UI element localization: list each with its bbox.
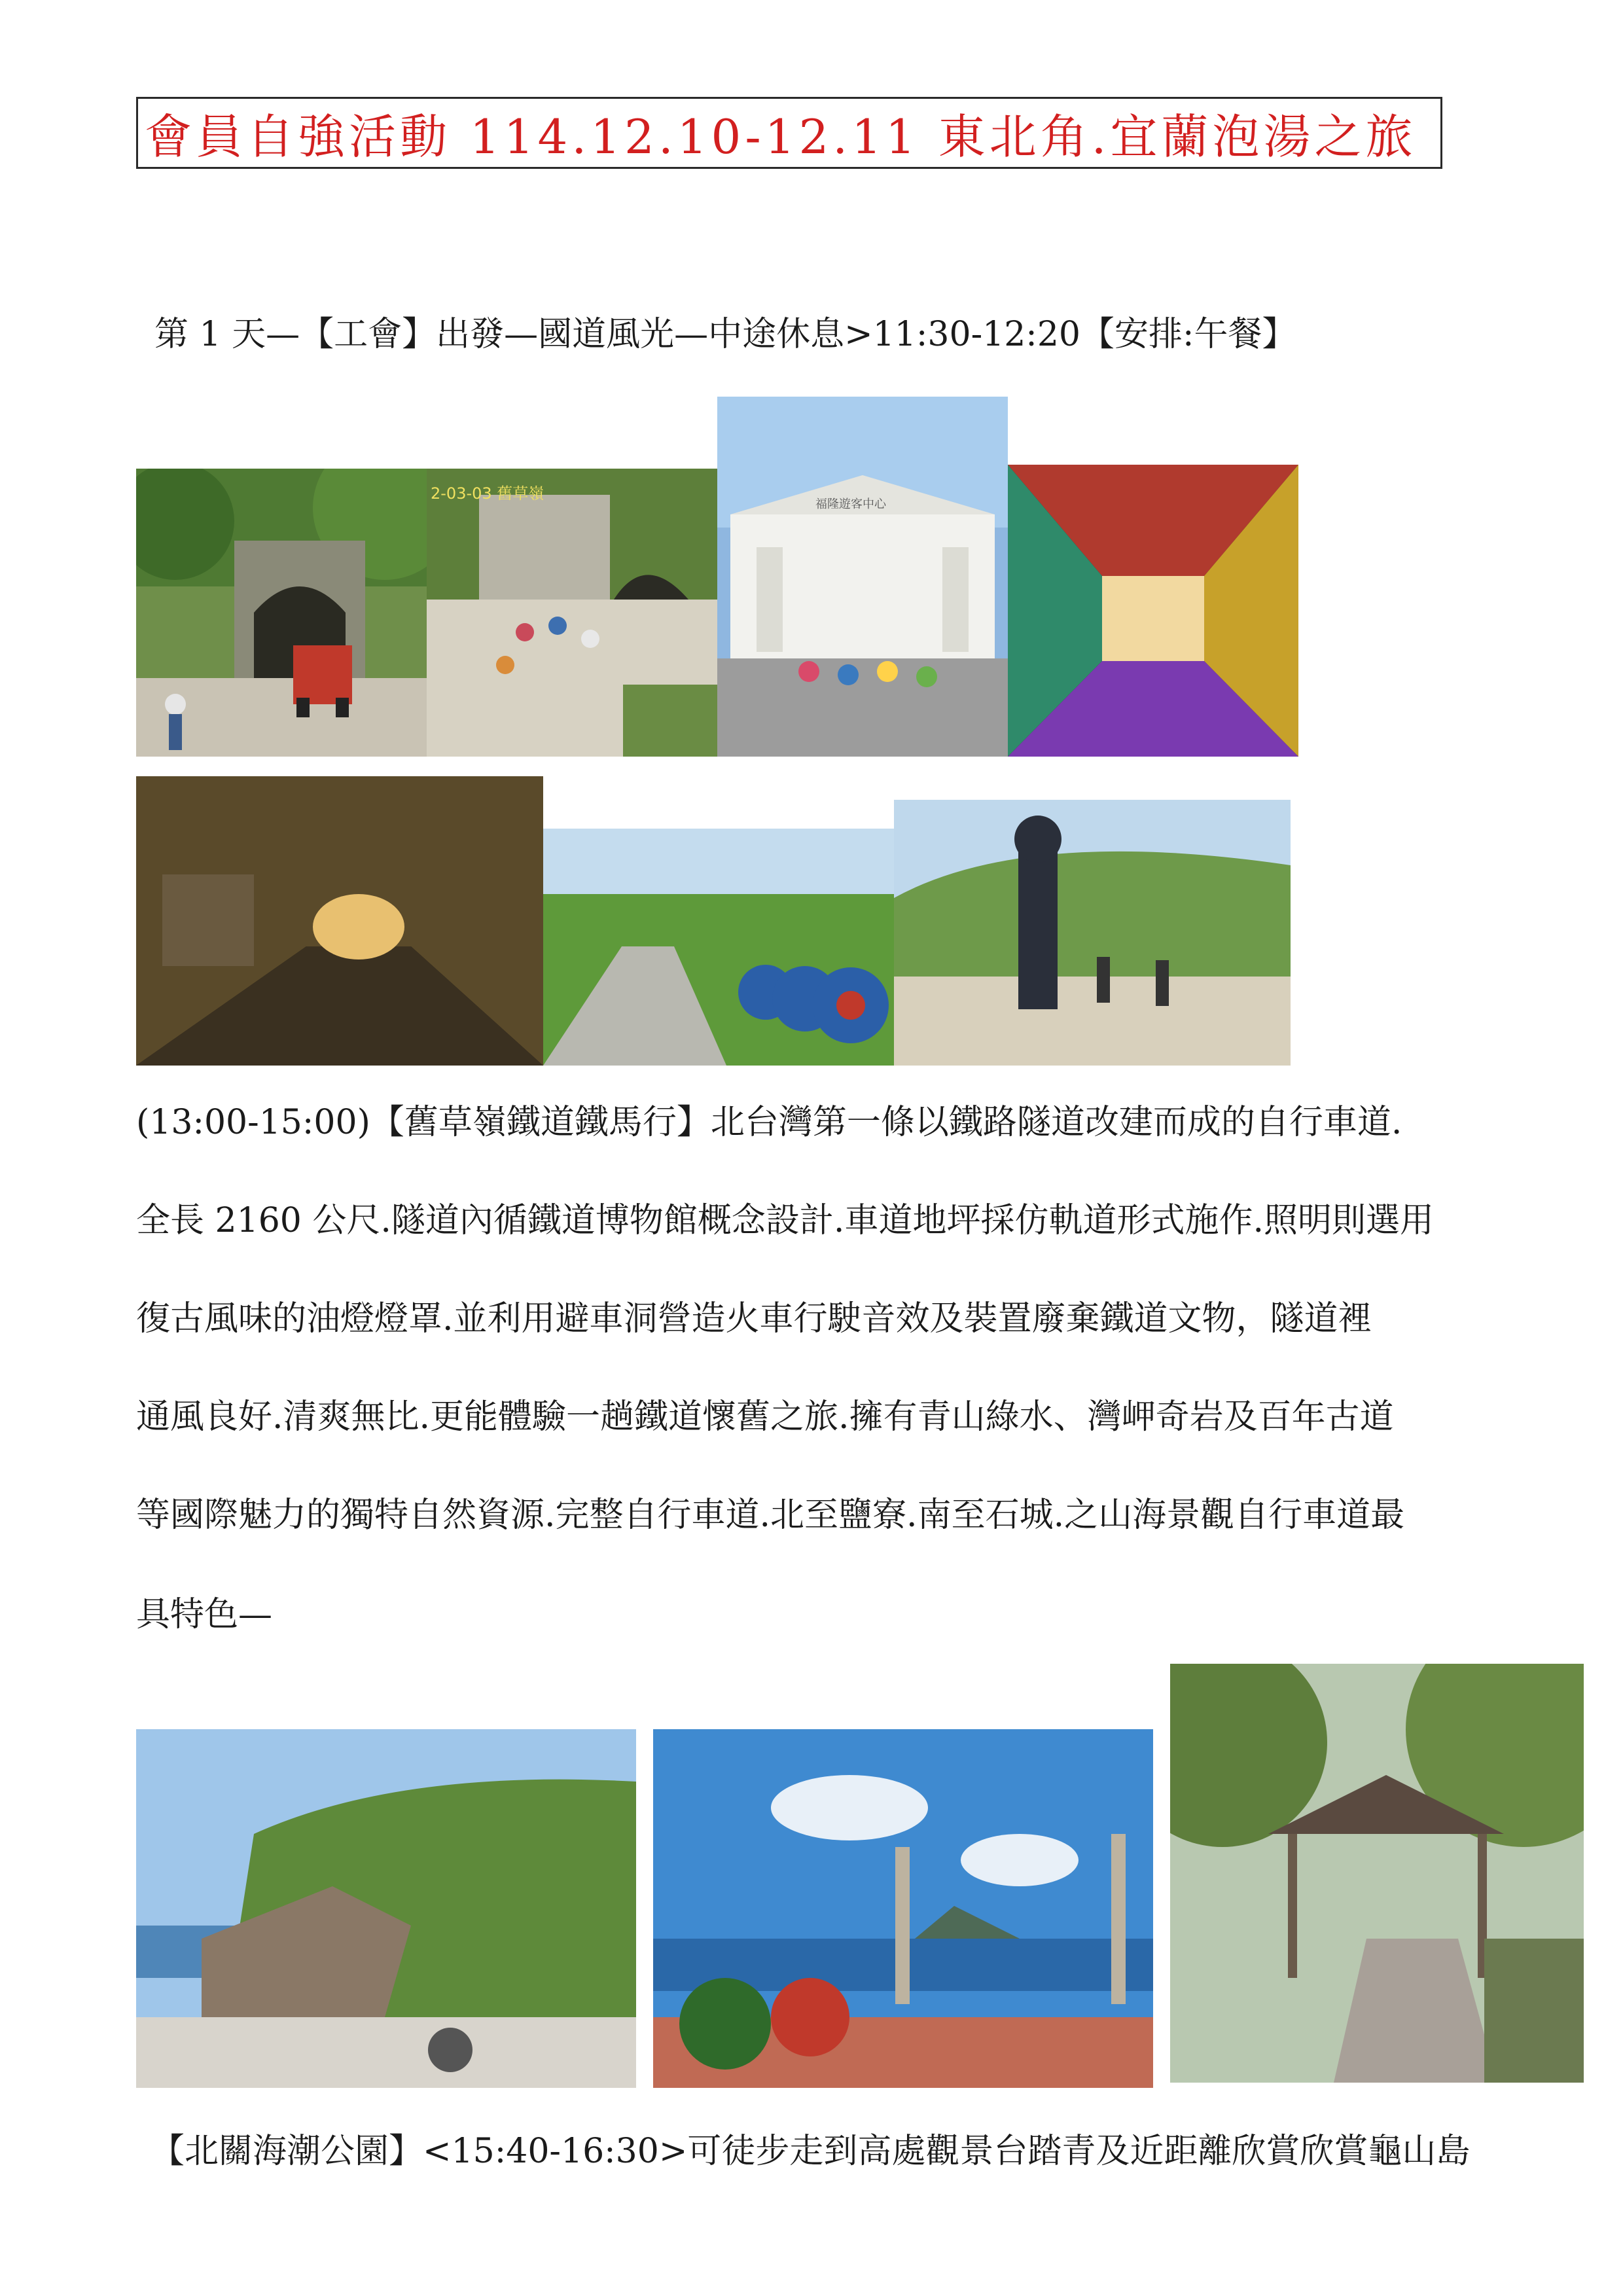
photo-colorful-tunnel: [1008, 465, 1298, 757]
paragraph-line: 等國際魅力的獨特自然資源.完整自行車道.北至鹽寮.南至石城.之山海景觀自行車道最: [136, 1496, 1405, 1535]
title-box: [136, 97, 1442, 169]
photo-guishan-island: [653, 1729, 1153, 2088]
photo-statue-park: [894, 800, 1291, 1066]
photo-tunnel-interior: [136, 776, 543, 1066]
paragraph-line: 復古風味的油燈燈罩.並利用避車洞營造火車行駛音效及裝置廢棄鐵道文物，隧道裡: [136, 1299, 1372, 1338]
photo-sign-text: 2-03-03 舊草嶺: [431, 484, 544, 503]
photo-tunnel-entrance: [136, 469, 427, 757]
paragraph-line: 全長 2160 公尺.隧道內循鐵道博物館概念設計.車道地坪採仿軌道形式施作.照明則選用: [136, 1201, 1434, 1240]
photo-pavilion-stairs: [1170, 1664, 1584, 2083]
station-sign-text: 福隆遊客中心: [815, 497, 886, 511]
photo-railway-path: [543, 829, 894, 1066]
page-title: 會員自強活動 114.12.10-12.11 東北角.宜蘭泡湯之旅: [145, 109, 1417, 164]
photo-visitor-center: [717, 397, 1008, 757]
paragraph-line: (13:00-15:00)【舊草嶺鐵道鐵馬行】北台灣第一條以鐵路隧道改建而成的自行車道.: [136, 1103, 1402, 1142]
photo-cyclists-tunnel: [427, 469, 717, 757]
paragraph-line: 通風良好.清爽無比.更能體驗一趟鐵道懷舊之旅.擁有青山綠水、灣岬奇岩及百年古道: [136, 1397, 1394, 1437]
footer-line: 【北關海潮公園】<15:40-16:30>可徒步走到高處觀景台踏青及近距離欣賞欣賞龜山島: [151, 2132, 1471, 2171]
photo-coastal-rocks: [136, 1729, 636, 2088]
day1-heading: 第 1 天—【工會】出發—國道風光—中途休息>11:30-12:20【安排:午餐】: [154, 315, 1296, 354]
paragraph-line: 具特色—: [136, 1595, 273, 1634]
